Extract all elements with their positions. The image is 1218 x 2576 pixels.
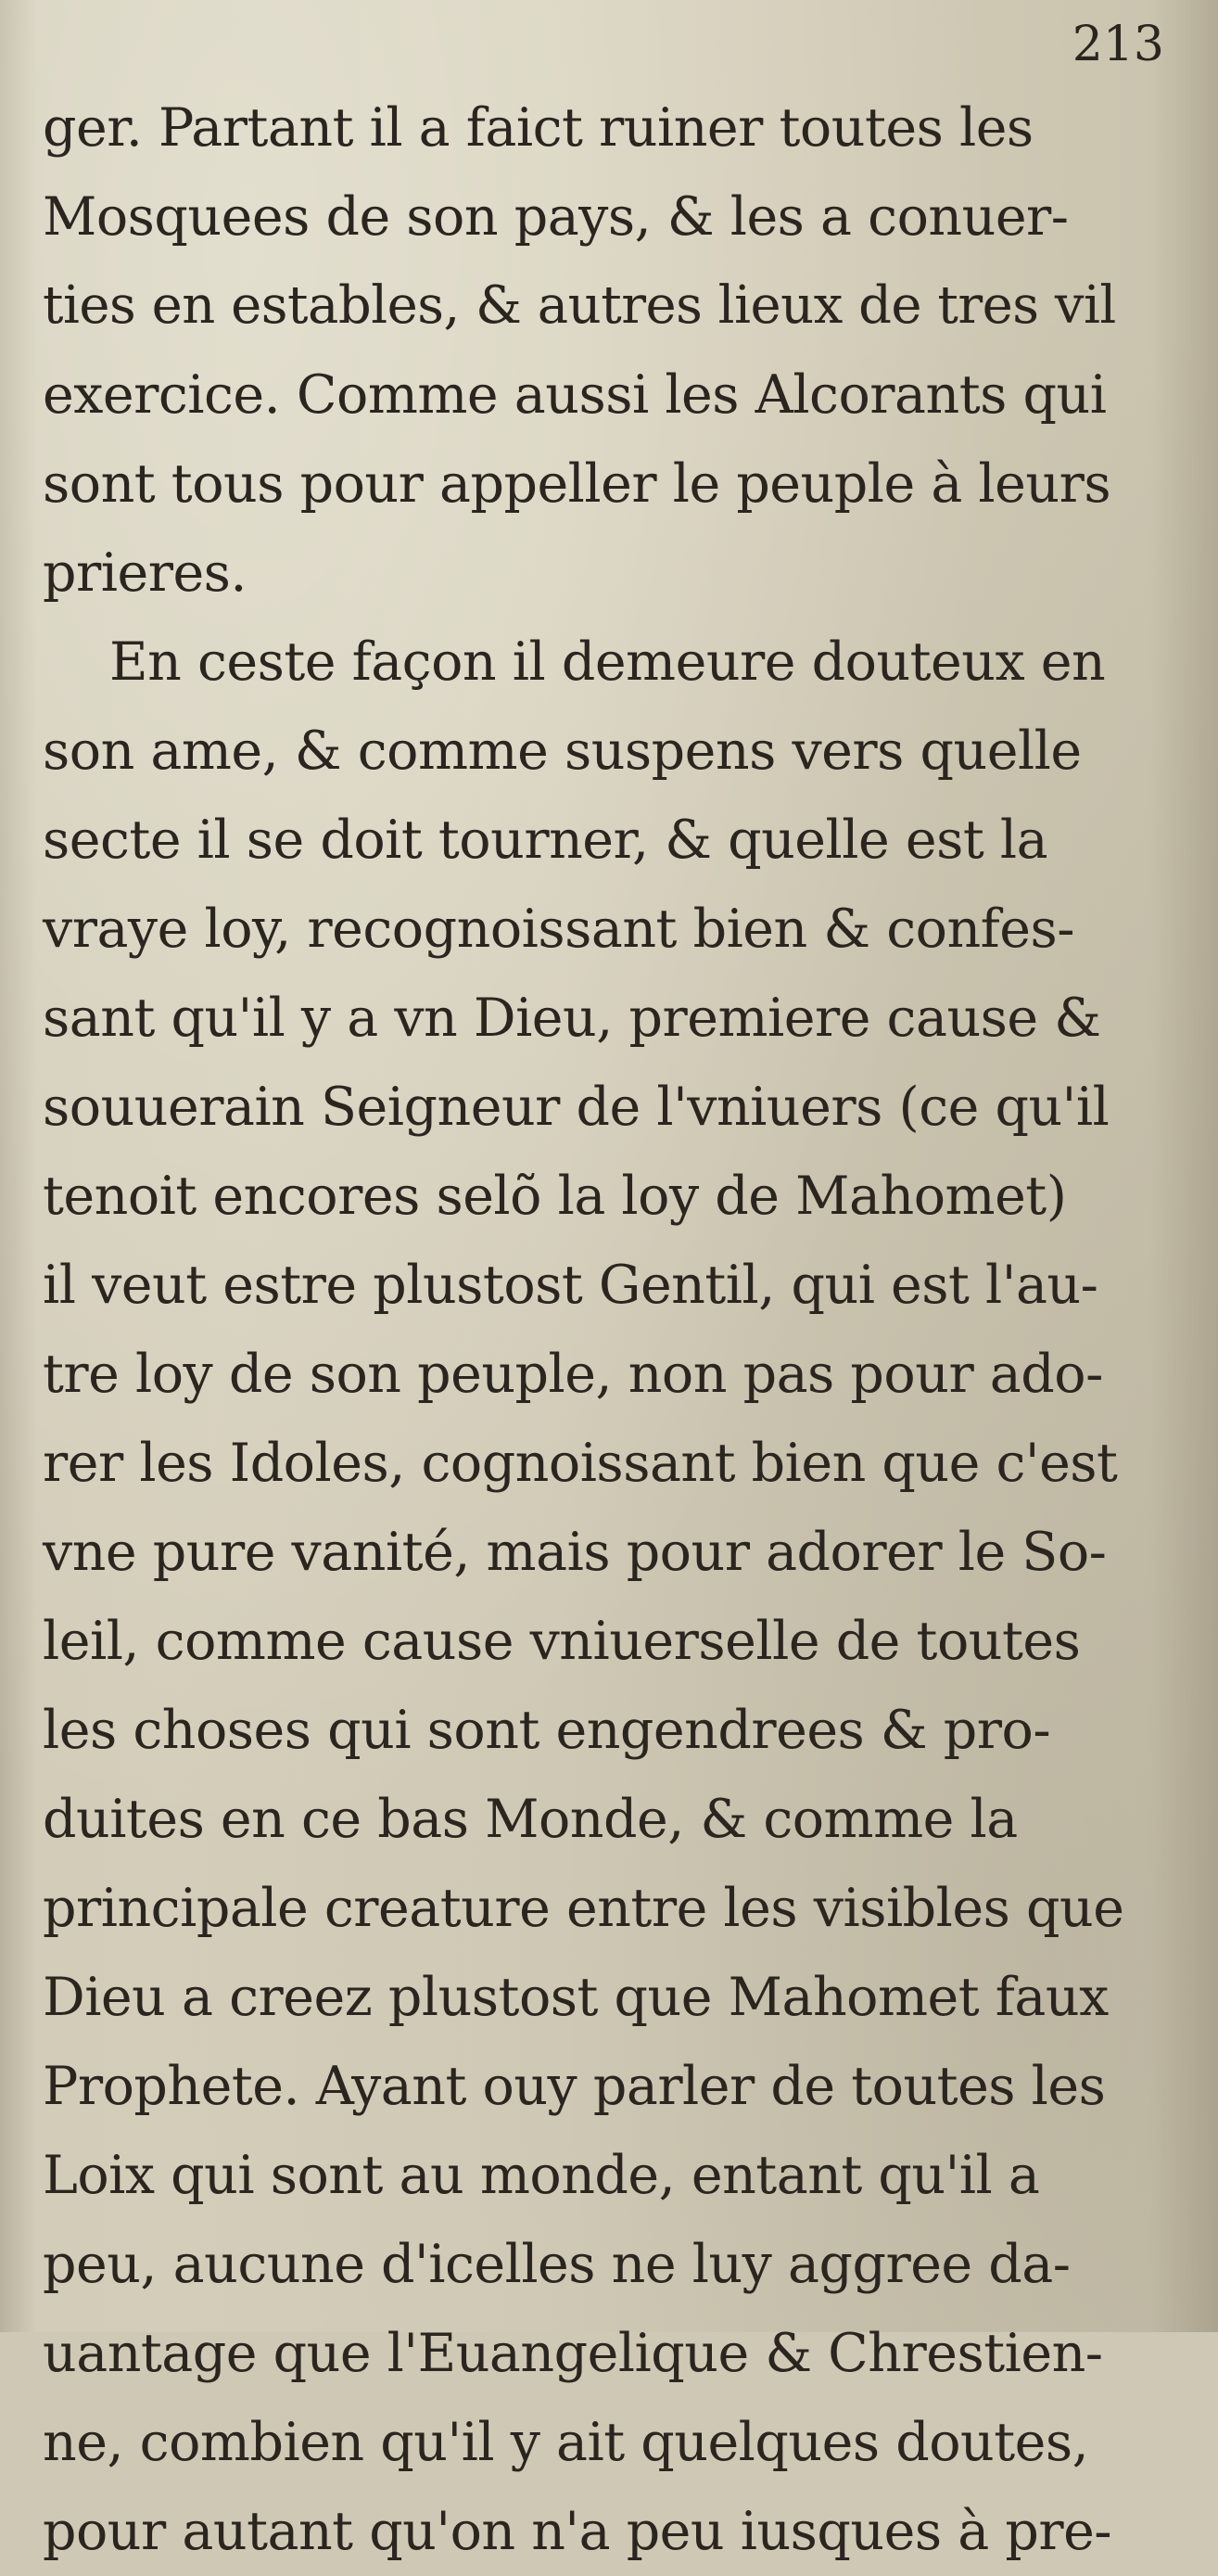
text-line: leil, comme cause vniuerselle de toutes (43, 1611, 1081, 1672)
text-line: vne pure vanité, mais pour adorer le So- (43, 1522, 1107, 1583)
text-line: peu, aucune d'icelles ne luy aggree da- (43, 2234, 1071, 2295)
text-line: ne, combien qu'il y ait quelques doutes, (43, 2412, 1089, 2473)
text-line: vraye loy, recognoissant bien & confes- (43, 899, 1075, 960)
text-line: Mosquees de son pays, & les a conuer- (43, 186, 1069, 248)
text-line: uantage que l'Euangelique & Chrestien- (43, 2323, 1103, 2384)
text-line: secte il se doit tourner, & quelle est la (43, 810, 1048, 871)
text-line: pour autant qu'on n'a peu iusques à pre- (43, 2501, 1112, 2562)
page-number: 213 (1072, 17, 1164, 72)
text-line: Loix qui sont au monde, entant qu'il a (43, 2145, 1040, 2206)
text-line: sant qu'il y a vn Dieu, premiere cause & (43, 988, 1101, 1049)
text-line: il veut estre plustost Gentil, qui est l'au- (43, 1255, 1098, 1316)
text-line: ger. Partant il a faict ruiner toutes les (43, 97, 1034, 159)
text-line: prieres. (43, 542, 247, 604)
text-line: rer les Idoles, cognoissant bien que c'est (43, 1433, 1118, 1494)
body-text (43, 83, 1125, 2576)
text-line: En ceste façon il demeure douteux en (109, 631, 1106, 693)
text-line: Prophete. Ayant ouy parler de toutes les (43, 2056, 1106, 2117)
text-line: sont tous pour appeller le peuple à leurs (43, 453, 1111, 515)
text-line: Dieu a creez plustost que Mahomet faux (43, 1967, 1109, 2028)
text-line: principale creature entre les visibles que (43, 1878, 1124, 1939)
text-line: ties en estables, & autres lieux de tres vil (43, 275, 1116, 336)
text-line: tre loy de son peuple, non pas pour ado- (43, 1344, 1103, 1405)
text-line: duites en ce bas Monde, & comme la (43, 1789, 1018, 1850)
text-line: exercice. Comme aussi les Alcorants qui (43, 364, 1107, 426)
text-line: tenoit encores selõ la loy de Mahomet) (43, 1166, 1067, 1227)
text-line: les choses qui sont engendrees & pro- (43, 1700, 1051, 1761)
text-line: souuerain Seigneur de l'vniuers (ce qu'il (43, 1077, 1110, 1138)
text-line: son ame, & comme suspens vers quelle (43, 721, 1082, 782)
